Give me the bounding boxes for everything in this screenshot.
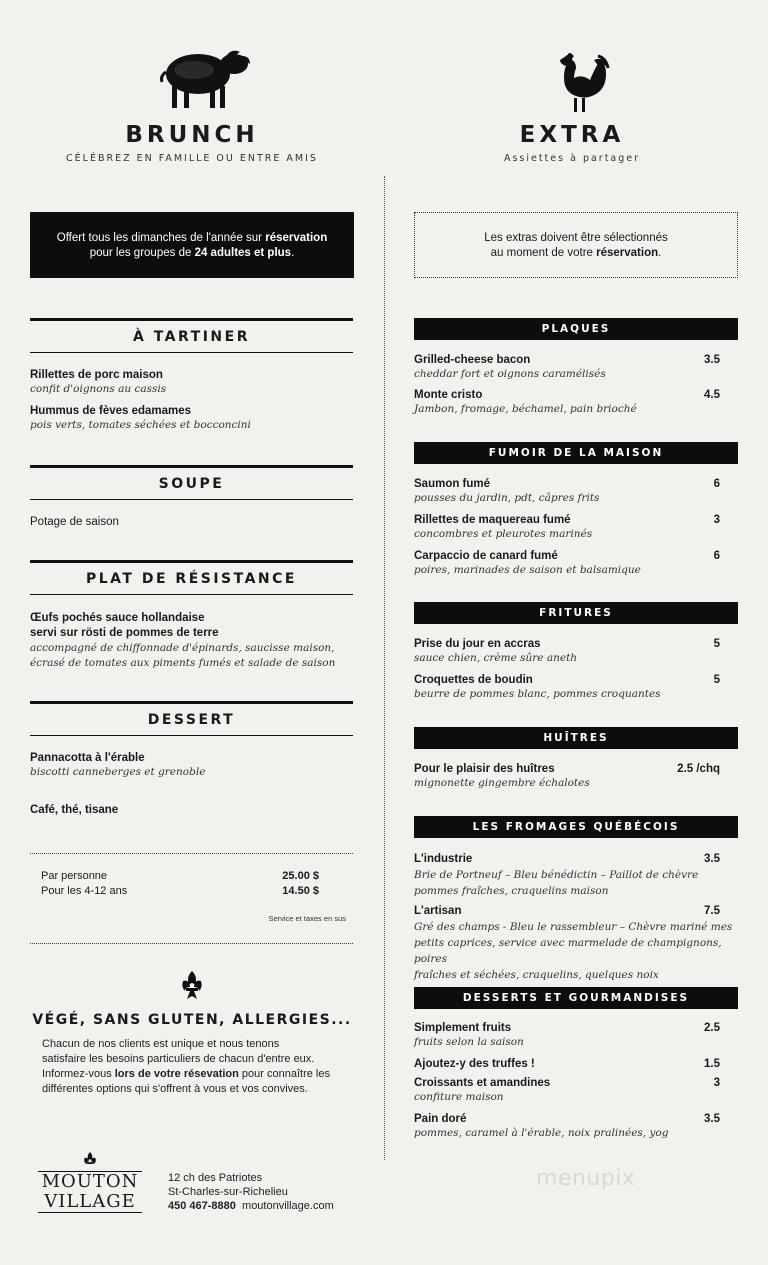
website-link[interactable]: moutonvillage.com — [242, 1200, 334, 1212]
rooster-illustration — [552, 52, 612, 116]
fleur-de-lys-icon — [181, 971, 203, 1001]
footer-contact — [168, 1171, 334, 1213]
section-bar-fumoir: FUMOIR DE LA MAISON — [414, 442, 738, 464]
diet-text: Chacun de nos clients est unique et nous tenons satisfaire les besoins particuliers de chacun d'entre eux. Informez-vous lors de votre résevation pour connaître les différentes options qui s'offrent à vous et vos convives. — [42, 1038, 330, 1095]
section-heading-plat: PLAT DE RÉSISTANCE — [30, 560, 353, 595]
logo-text-village: VILLAGE — [44, 1191, 136, 1212]
extra-subtitle: Assiettes à partager — [503, 153, 641, 164]
address-line: 12 ch des Patriotes — [168, 1172, 263, 1184]
sheep-illustration — [158, 42, 254, 114]
menu-item: Ajoutez-y des truffes ! 1.5 — [414, 1058, 720, 1070]
pricing-row: Pour les 4-12 ans 14.50 $ — [41, 885, 319, 897]
menu-item: L'industrie 3.5 Brie de Portneuf – Bleu bénédictin – Paillot de chèvre pommes fraîches, craquelins maison — [414, 853, 720, 897]
menu-item: L'artisan 7.5 Gré des champs - Bleu le rassembleur – Chèvre mariné mes petits caprices, service avec marmelade de champignons, poires fraîches et séchées, craquelins, quelques noix — [414, 905, 733, 981]
menu-item: Grilled-cheese bacon 3.5 cheddar fort et oignons caramélisés — [414, 354, 720, 380]
menu-item: Pannacotta à l'érable biscotti canneberges et grenoble — [30, 752, 206, 778]
menu-item: Simplement fruits 2.5 fruits selon la saison — [414, 1022, 720, 1048]
extra-title: EXTRA — [519, 122, 625, 148]
menu-item: Monte cristo 4.5 Jambon, fromage, béchamel, pain brioché — [414, 389, 720, 415]
section-bar-plaques: PLAQUES — [414, 318, 738, 340]
menu-item: Croissants et amandines 3 confiture maison — [414, 1077, 720, 1103]
section-bar-fritures: FRITURES — [414, 602, 738, 624]
menu-item: Potage de saison — [30, 516, 119, 528]
logo-fleur-icon — [38, 1152, 142, 1170]
section-bar-huitres: HUÎTRES — [414, 727, 738, 749]
phone: 450 467-8880 — [168, 1200, 236, 1212]
mouton-village-logo — [38, 1152, 142, 1222]
menu-item: Pain doré 3.5 pommes, caramel à l'érable, noix pralinées, yog — [414, 1113, 720, 1139]
menu-item: Carpaccio de canard fumé 6 poires, marinades de saison et balsamique — [414, 550, 720, 576]
menu-item: Saumon fumé 6 pousses du jardin, pdt, câpres frits — [414, 478, 720, 504]
menu-item: Rillettes de maquereau fumé 3 concombres et pleurotes marinés — [414, 514, 720, 540]
section-heading-dessert: DESSERT — [30, 701, 353, 736]
brunch-notice: Offert tous les dimanches de l'année sur réservation pour les groupes de 24 adultes et plus. — [30, 212, 354, 278]
menu-item: Prise du jour en accras 5 sauce chien, crème sûre aneth — [414, 638, 720, 664]
dotted-divider — [30, 853, 353, 854]
address-line: St-Charles-sur-Richelieu — [168, 1186, 288, 1198]
menu-item: Café, thé, tisane — [30, 804, 119, 816]
logo-text-mouton: MOUTON — [41, 1171, 139, 1192]
menu-item: Croquettes de boudin 5 beurre de pommes blanc, pommes croquantes — [414, 674, 720, 700]
menu-item: Hummus de fèves edamames pois verts, tomates séchées et bocconcini — [30, 405, 251, 431]
dotted-divider — [30, 943, 353, 944]
extra-notice: Les extras doivent être sélectionnés au moment de votre réservation. — [414, 212, 738, 278]
brunch-title: BRUNCH — [125, 122, 259, 148]
section-bar-desserts: DESSERTS ET GOURMANDISES — [414, 987, 738, 1009]
section-bar-fromages: LES FROMAGES QUÉBÉCOIS — [414, 816, 738, 838]
menu-item: Œufs pochés sauce hollandaise servi sur rösti de pommes de terre accompagné de chiffonnade d'épinards, saucisse maison, écrasé de tomates aux piments fumés et salade de saison — [30, 612, 336, 669]
menu-item: Pour le plaisir des huîtres 2.5 /chq mignonette gingembre échalotes — [414, 763, 720, 789]
menu-item: Rillettes de porc maison confit d'oignons au cassis — [30, 369, 167, 395]
diet-title: VÉGÉ, SANS GLUTEN, ALLERGIES... — [32, 1012, 352, 1028]
column-divider — [384, 176, 385, 1160]
brunch-subtitle: CÉLÉBREZ EN FAMILLE OU ENTRE AMIS — [66, 153, 318, 164]
menupix-watermark: menupix — [536, 1166, 636, 1191]
section-heading-tartiner: À TARTINER — [30, 318, 353, 353]
section-heading-soupe: SOUPE — [30, 465, 353, 500]
pricing-row: Par personne 25.00 $ — [41, 870, 319, 882]
tax-note: Service et taxes en sus — [268, 914, 346, 923]
